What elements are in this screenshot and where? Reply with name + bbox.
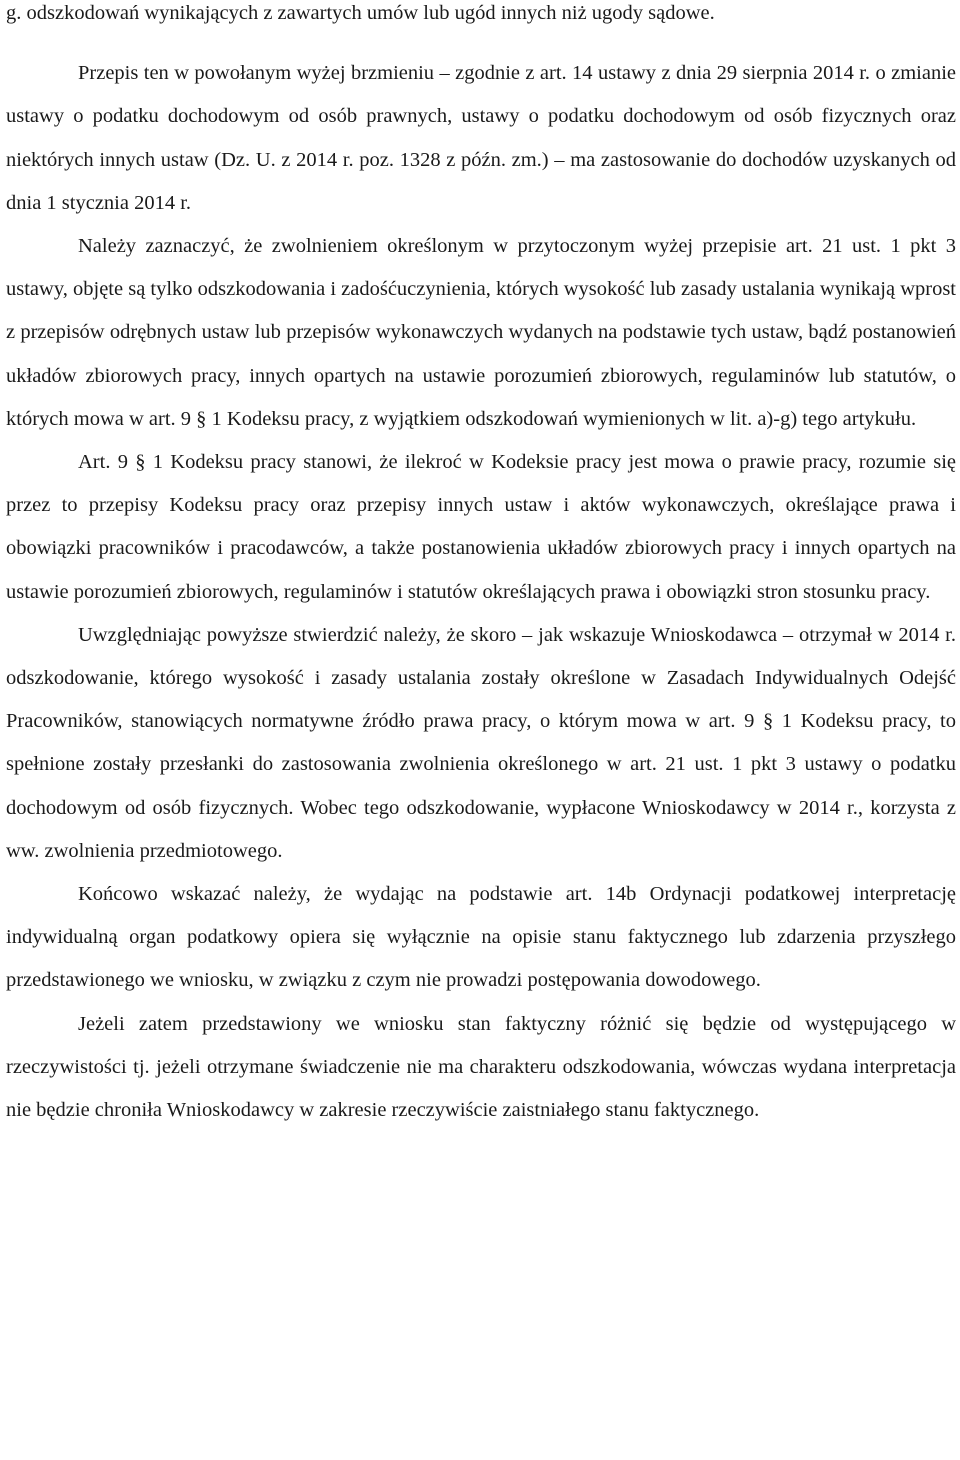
list-item-g: g. odszkodowań wynikających z zawartych umów lub ugód innych niż ugody sądowe. xyxy=(6,2,715,24)
paragraph-disclaimer: Jeżeli zatem przedstawiony we wniosku stan faktyczny różnić się będzie od występującego w rzeczywistości tj. jeżeli otrzymane świadczenie nie ma charakteru odszkodowania, wówczas wydana interpretacja nie będzie chroniła Wnioskodawcy w zakresie rzeczywiście zaistniałego stanu faktycznego. xyxy=(6,1012,956,1122)
paragraph-labour-code-definition: Art. 9 § 1 Kodeksu pracy stanowi, że ilekroć w Kodeksie pracy jest mowa o prawie pracy, rozumie się przez to przepisy Kodeksu pracy oraz przepisy innych ustaw i aktów wykonawczych, określające prawa i obowiązki pracowników i pracodawców, a także postanowienia układów zbiorowych pracy i innych opartych na ustawie porozumień zbiorowych, regulaminów i statutów określających prawa i obowiązki stron stosunku pracy. xyxy=(6,451,956,603)
paragraph-effective-date: Przepis ten w powołanym wyżej brzmieniu – zgodnie z art. 14 ustawy z dnia 29 sierpnia 2014 r. o zmianie ustawy o podatku dochodowym od osób prawnych, ustawy o podatku dochodowym od osób fizycznych oraz niektórych innych ustaw (Dz. U. z 2014 r. poz. 1328 z późn. zm.) – ma zastosowanie do dochodów uzyskanych od dnia 1 stycznia 2014 r. xyxy=(6,62,956,214)
paragraph-final-note: Końcowo wskazać należy, że wydając na podstawie art. 14b Ordynacji podatkowej interpretację indywidualną organ podatkowy opiera się wyłącznie na opisie stanu faktycznego lub zdarzenia przyszłego przedstawionego we wniosku, w związku z czym nie prowadzi postępowania dowodowego. xyxy=(6,883,956,992)
paragraph-conclusion: Uwzględniając powyższe stwierdzić należy, że skoro – jak wskazuje Wnioskodawca – otrzymał w 2014 r. odszkodowanie, którego wysokość i zasady ustalania zostały określone w Zasadach Indywidualnych Odejść Pracowników, stanowiących normatywne źródło prawa pracy, o którym mowa w art. 9 § 1 Kodeksu pracy, to spełnione zostały przesłanki do zastosowania zwolnienia określonego w art. 21 ust. 1 pkt 3 ustawy o podatku dochodowym od osób fizycznych. Wobec tego odszkodowanie, wypłacone Wnioskodawcy w 2014 r., korzysta z ww. zwolnienia przedmiotowego. xyxy=(6,623,956,862)
paragraph-exemption-scope: Należy zaznaczyć, że zwolnieniem określonym w przytoczonym wyżej przepisie art. 21 ust. 1 pkt 3 ustawy, objęte są tylko odszkodowania i zadośćuczynienia, których wysokość lub zasady ustalania wynikają wprost z przepisów odrębnych ustaw lub przepisów wykonawczych wydanych na podstawie tych ustaw, bądź postanowień układów zbiorowych pracy, innych opartych na ustawie porozumień zbiorowych, regulaminów lub statutów, o których mowa w art. 9 § 1 Kodeksu pracy, z wyjątkiem odszkodowań wymienionych w lit. a)-g) tego artykułu. xyxy=(6,235,956,430)
